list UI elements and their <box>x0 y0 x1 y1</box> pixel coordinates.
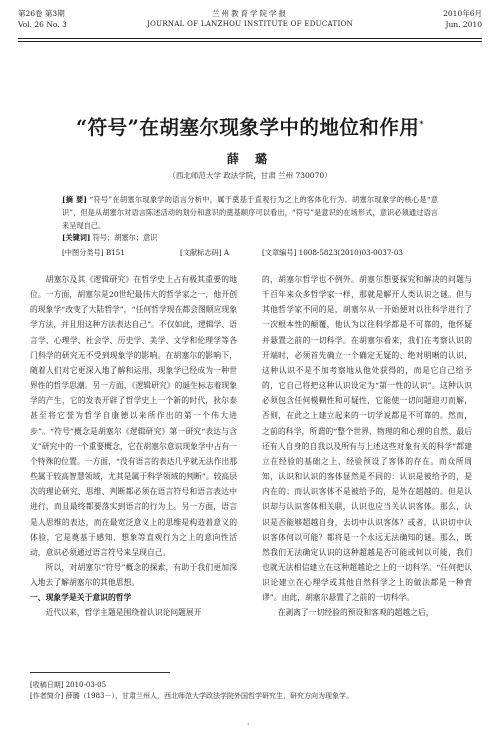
journal-name: 兰州教育学院学报 JOURNAL OF LANZHOU INSTITUTE OF EDUCATION <box>146 9 353 28</box>
keywords-text: 符号；胡塞尔；意识 <box>92 233 158 242</box>
abstract-text: “符号”在胡塞尔现象学的语言分析中，属于奠基于直观行为之上的客体化行为。胡塞尔现象学的核心是“意识”，但是从胡塞尔对语言陈述活动的划分和意识的奠基顺序可以看出，“符号”是意识的在场形式，意识必须通过语言来呈现自己。 <box>62 195 438 230</box>
abstract-label: [摘 要] <box>62 195 87 204</box>
keywords <box>62 233 438 243</box>
author-affiliation: （西北师范大学 政法学院，甘肃 兰州 730070） <box>168 171 332 180</box>
received-date: [收稿日期] 2010-03-05 <box>30 681 107 689</box>
header-rule-thick <box>18 38 482 39</box>
body-column-left <box>30 272 237 621</box>
issue-date: 2010年6月 Jun. 2010 <box>443 9 482 29</box>
document-code: [文献标志码] A <box>180 248 230 257</box>
article-number: [文章编号] 1008-5823(2010)03-0037-03 <box>262 248 403 257</box>
clc-number: [中图分类号] B151 <box>62 248 125 257</box>
header-rule-thin <box>18 41 482 42</box>
body-paragraph: 的，胡塞尔哲学也不例外。胡塞尔想要探究和解决的问题与千百年来众多哲学家一样，那就是解开人类认识之谜。但与其他哲学家不同的是，胡塞尔从一开始便对以往科学进行了一次根本性的颠覆，他认为以往科学都是不可靠的，他怀疑并悬置之前的一切科学。在胡塞尔看来，我们在考察认识的开端时，必须首先确立一个确定无疑的、绝对明晰的认识，这种认识不是不加考察地从他处获得的，而是它自己给予的，它自己将把这种认识设定为“第一性的认识”。这种认识必须包含任何模糊性和可疑性，它能使一切问题迎刃而解，否则，在此之上建立起来的一切学说都是不可靠的。然而，之前的科学，所谓的“整个世界、物理的和心理的自然、最后还有人自身的自我以及所有与上述这些对象有关的科学”都建立在经验的基础之上，经验预设了客体的存在。而众所周知，认识和认识的客体显然是不同的：认识是被给予的，是内在的；而认识客体不是被给予的，是外在超越的。但是认识却与认识客体相关联，认识也应当关认识客体。那么，认识是否能够超越自身，去切中认识客体？或者，认识切中认识客体何以可能？都将是一个永远无法确知的谜。那么，既然我们无法确定认识的这种超越是否可能或何以可能，我们也就无法相信建立在这种超越论之上的一切科学。“任何把认识论建立在心理学或其他自然科学之上的做法都是一种背谬”。由此，胡塞尔悬置了之前的一切科学。 <box>262 275 472 603</box>
footnote-rule <box>30 672 170 673</box>
author-name: 薛 璐 <box>226 152 274 166</box>
title-footnote-mark: * <box>419 118 425 129</box>
abstract <box>62 193 438 232</box>
page-mark: · <box>247 720 250 729</box>
section-heading: 一、现象学是关于意识的哲学 <box>30 593 132 603</box>
keywords-label: [关键词] <box>62 233 91 242</box>
body-column-right <box>262 272 472 621</box>
article-title: “符号”在胡塞尔现象学中的地位和作用* <box>75 116 425 139</box>
body-paragraph: 近代以来，哲学主题是围绕着认识论问题展开 <box>45 608 202 618</box>
author-bio: [作者简介] 薛璐（1983－），甘肃兰州人，西北师范大学政法学院外国哲学研究生，研究方向为现象学。 <box>30 692 354 700</box>
volume-info: 第26卷 第3期 Vol. 26 No. 3 <box>18 9 67 29</box>
body-paragraph: 胡塞尔及其《逻辑研究》在哲学史上占有极其重要的地位。一方面，胡塞尔是20世纪最伟大的哲学家之一，他开创的现象学“改变了大陆哲学”，“任何哲学现在都会图顺应现象学方法，并且用这种方法表达自己”。不仅如此，逻辑学、语言学、心理学、社会学、历史学、美学、文学和伦理学等各门科学的研究无不受到现象学的影响。在胡塞尔的影响下，随着人们对它更深入地了解和运用，现象学已经成为一种世界性的哲学思潮。另一方面，《逻辑研究》的诞生标志着现象学的产生，它的发表开辟了哲学史上一个新的时代，狄尔泰甚至将它誉为哲学自康德以来所作出的第一个伟大进步”。“符号”概念是胡塞尔《逻辑研究》第一研究“表达与含义”研究中的一个重要概念，它在胡塞尔意识现象学中占有一个特殊的位置。一方面，“没有语言的表达几乎就无法作出那些属于较高智慧领域，尤其是属于科学领域的判断”。较高层次的理论研究、思维、判断都必须在语言符号和语言表达中进行，而且最终都要落实到语言的行为上。另一方面，语言是人思维的表达，而在最宽泛意义上的思维是构造着意义的体验，它是奠基于感知、想象等直观行为之上的意向性活动，意识必须通过语言符号来呈现自己。 <box>30 275 237 557</box>
body-paragraph: 所以，对胡塞尔“符号”概念的探索，有助于我们更加深入地去了解胡塞尔的其他思想。 <box>30 562 237 588</box>
running-header <box>18 8 482 42</box>
body-paragraph: 在剥离了一切经验的预设和客观的超越之后， <box>277 608 434 618</box>
